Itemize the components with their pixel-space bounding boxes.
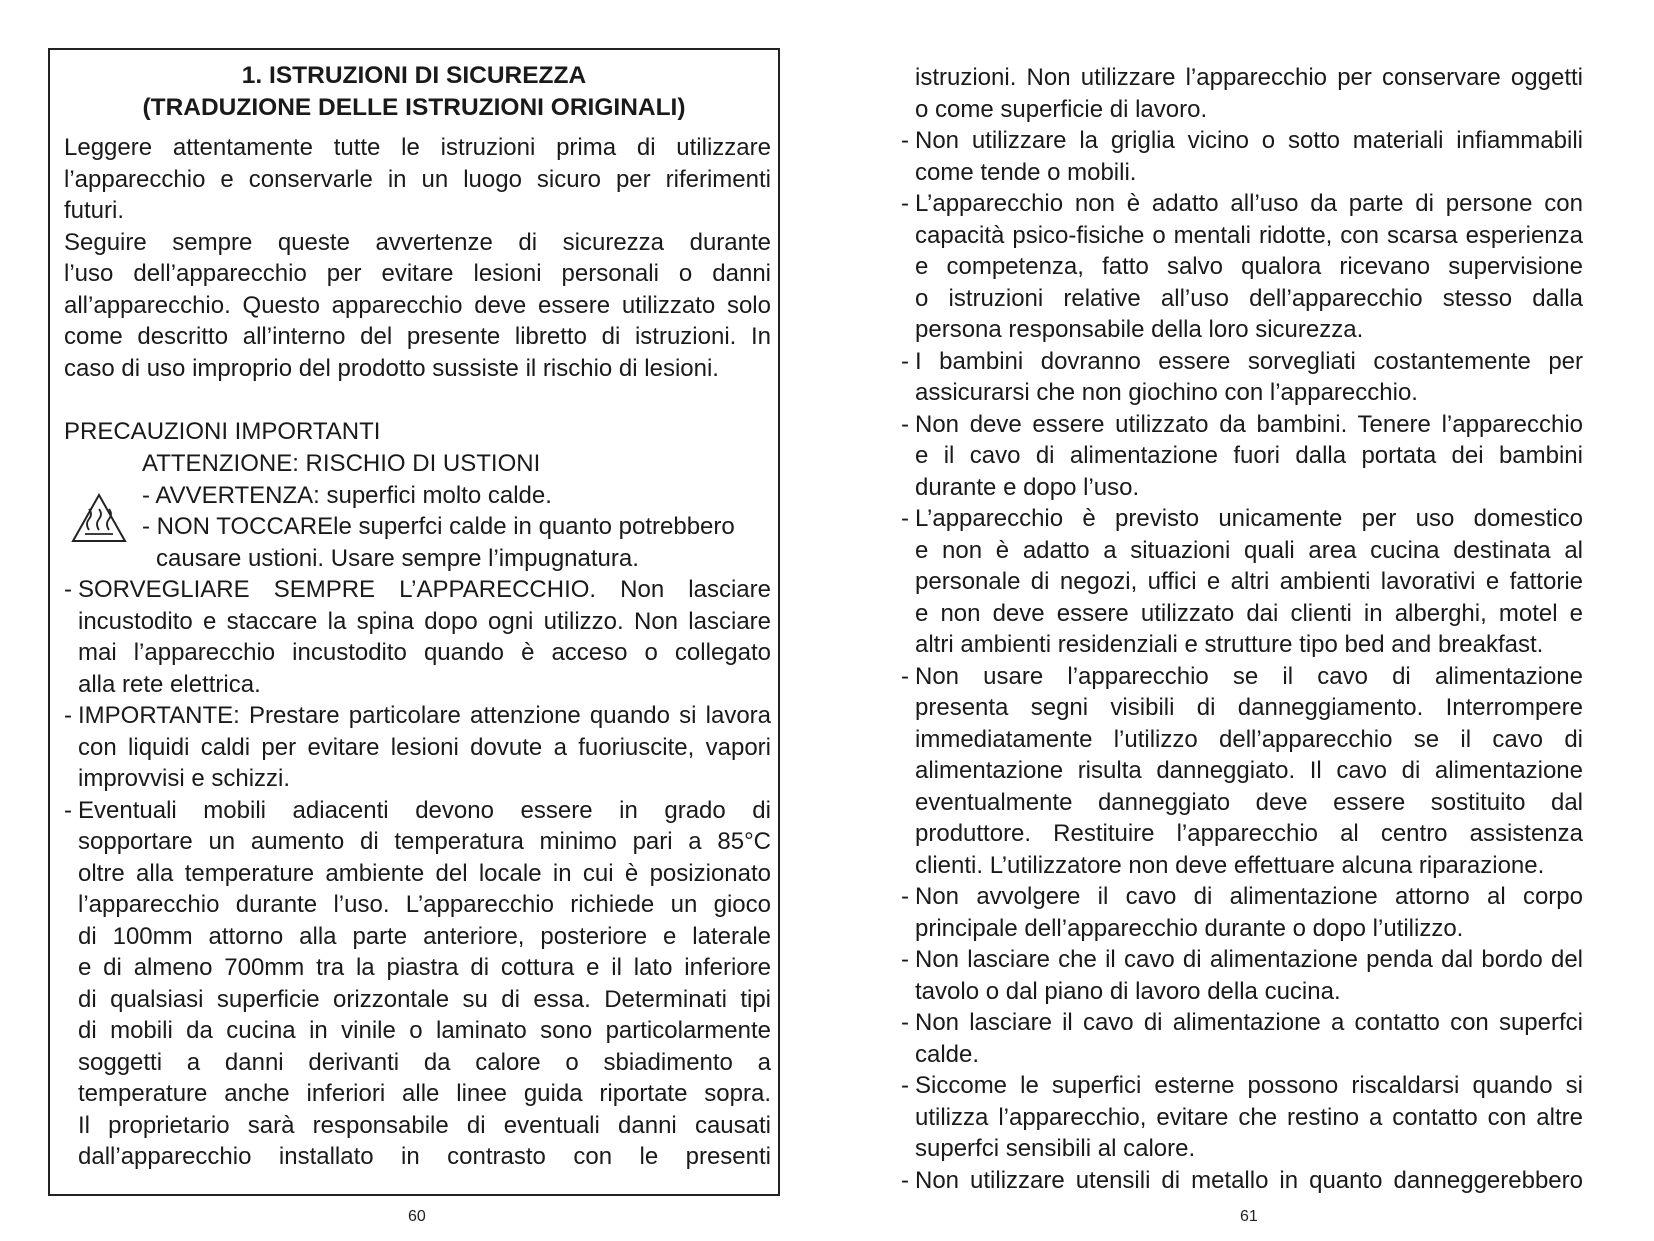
page-number-left: 60 [408,1208,426,1225]
intro-paragraph [64,132,771,447]
list-item-line: Non lasciare il cavo di alimentazione a contatto con superfci [915,1009,1583,1036]
list-item-line: calde. [915,1040,980,1068]
intro-line: come descritto all’interno del presente libretto di istruzioni. In [64,323,771,350]
list-item-line: oltre alla temperature ambiente del locale in cui è posizionato [78,859,771,887]
list-item: - L’apparecchio non è adatto all’uso da parte di persone con capacità psico-fisiche o mentali ridotte, con scarsa esperienza e competenza, fatto salvo qualora ricevano supervisione o istruzioni relative all’uso dell’apparecchio stesso dalla persona responsabile della loro sicurezza. [901,188,1583,346]
list-item-line: clienti. L’utilizzatore non deve effettuare alcuna riparazione. [915,851,1545,879]
left-bullet-list [64,574,771,1173]
safety-box [48,48,780,1196]
title-line-1: 1. ISTRUZIONI DI SICUREZZA [241,62,587,89]
list-item-line: con liquidi caldi per evitare lesioni dovute a fuoriuscite, vapori [78,733,771,761]
warning-line: - NON TOCCAREle superfci calde in quanto potrebbero [142,513,735,540]
list-item-line: superfci sensibili al calore. [915,1135,1196,1162]
list-item: - Non lasciare il cavo di alimentazione a contatto con superfci calde. [901,1007,1583,1070]
intro-line: l’uso dell’apparecchio per evitare lesioni personali o danni [64,260,771,287]
list-item: - Non utilizzare utensili di metallo in quanto danneggerebbero [901,1165,1583,1197]
list-item-line: presenta segni visibili di danneggiamento. Interrompere [915,694,1583,721]
continuation-paragraph [901,62,1583,125]
list-item-line: Non usare l’apparecchio se il cavo di alimentazione [915,662,1583,690]
list-item-line: durante e dopo l’uso. [915,473,1140,501]
list-item-line: Eventuali mobili adiacenti devono essere in grado di [78,796,771,824]
list-item: - Non deve essere utilizzato da bambini. Tenere l’apparecchio e il cavo di alimentazione fuori dalla portata dei bambini durante e dopo l’uso. [901,409,1583,504]
list-item-line: di mobili da cucina in vinile o laminato sono particolarmente [78,1017,771,1044]
list-item-line: immediatamente l’utilizzo dell’apparecchio se il cavo di [915,725,1583,753]
list-item: - SORVEGLIARE SEMPRE L’APPARECCHIO. Non lasciare incustodito e staccare la spina dopo ogni utilizzo. Non lasciare mai l’apparecchio incustodito quando è acceso o collegato alla rete elettrica. [64,574,771,700]
list-item: - Non lasciare che il cavo di alimentazione penda dal bordo del tavolo o dal piano di lavoro della cucina. [901,944,1583,1007]
list-item-line: temperature anche inferiori alle linee guida riportate sopra. [78,1080,771,1107]
list-item-line: principale dell’apparecchio durante o dopo l’utilizzo. [915,914,1464,942]
list-item: - IMPORTANTE: Prestare particolare attenzione quando si lavora con liquidi caldi per evitare lesioni dovute a fuoriuscite, vapori improvvisi e schizzi. [64,700,771,795]
list-item-line: di 100mm attorno alla parte anteriore, posteriore e laterale [78,922,771,950]
list-item-line: e non deve essere utilizzato dai clienti in alberghi, motel e [915,599,1583,627]
title-line-2: (TRADUZIONE DELLE ISTRUZIONI ORIGINALI) [142,94,686,121]
list-item-line: Non utilizzare utensili di metallo in quanto danneggerebbero [915,1166,1583,1194]
list-item-line: dall’apparecchio installato in contrasto con le presenti [78,1143,771,1170]
intro-line: all’apparecchio. Questo apparecchio deve essere utilizzato solo [64,291,771,319]
intro-line: l’apparecchio e conservarle in un luogo sicuro per riferimenti [64,165,771,193]
list-item-line: IMPORTANTE: Prestare particolare attenzione quando si lavora [78,702,771,729]
list-item-line: I bambini dovranno essere sorvegliati costantemente per [915,347,1583,375]
list-item-line: assicurarsi che non giochino con l’apparecchio. [915,379,1418,406]
burn-warning [64,448,771,574]
list-item-line: L’apparecchio non è adatto all’uso da parte di persone con [915,190,1583,217]
list-item: - Non avvolgere il cavo di alimentazione attorno al corpo principale dell’apparecchio durante o dopo l’utilizzo. [901,881,1583,944]
list-item-line: produttore. Restituire l’apparecchio al centro assistenza [915,820,1583,847]
list-item: - I bambini dovranno essere sorvegliati costantemente per assicurarsi che non giochino con l’apparecchio. [901,346,1583,409]
list-item-line: e non è adatto a situazioni quali area cucina destinata al [915,536,1583,564]
list-item-line: alla rete elettrica. [78,670,261,698]
intro-line: caso di uso improprio del prodotto sussiste il rischio di lesioni. [64,354,719,382]
list-item-line: utilizza l’apparecchio, evitare che restino a contatto con altre [915,1103,1583,1131]
intro-line: Seguire sempre queste avvertenze di sicurezza durante [64,228,771,256]
list-item-line: Il proprietario sarà responsabile di eventuali danni causati [78,1111,771,1139]
list-item-line: tavolo o dal piano di lavoro della cucina. [915,977,1341,1005]
list-item-line: come tende o mobili. [915,158,1137,186]
list-item: - Siccome le superfici esterne possono riscaldarsi quando si utilizza l’apparecchio, evitare che restino a contatto con altre superfci sensibili al calore. [901,1070,1583,1165]
list-item-line: Non avvolgere il cavo di alimentazione attorno al corpo [915,883,1583,910]
list-item: - Eventuali mobili adiacenti devono essere in grado di sopportare un aumento di temperatura minimo pari a 85°C oltre alla temperature ambiente del locale in cui è posizionato l’apparecchio durante l’uso. L’apparecchio richiede un gioco di 100mm attorno alla parte anteriore, posteriore e laterale e di almeno 700mm tra la piastra di cottura e il lato inferiore di qualsiasi superficie orizzontale su di essa. Determinati tipi di mobili da cucina in vinile o laminato sono particolarmente soggetti a danni derivanti da calore o sbiadimento a temperature anche inferiori alle linee guida riportate sopra. Il proprietario sarà responsabile di eventuali danni causati dall’apparecchio installato in contrasto con le presenti [64,795,771,1173]
list-item-line: Non deve essere utilizzato da bambini. Tenere l’apparecchio [915,410,1583,438]
list-item-line: soggetti a danni derivanti da calore o sbiadimento a [78,1048,771,1076]
list-item-line: SORVEGLIARE SEMPRE L’APPARECCHIO. Non lasciare [78,576,771,603]
list-item-line: sopportare un aumento di temperatura minimo pari a 85°C [78,828,771,855]
warning-line: - AVVERTENZA: superfici molto calde. [142,481,552,509]
list-item-line: eventualmente danneggiato deve essere sostituito dal [915,788,1583,816]
list-item-line: l’apparecchio durante l’uso. L’apparecchio richiede un gioco [78,891,771,918]
list-item-line: alimentazione risulta danneggiato. Il cavo di alimentazione [915,757,1583,784]
page-number-right: 61 [1240,1208,1258,1225]
hot-surface-warning-icon [70,492,128,544]
continuation-line: istruzioni. Non utilizzare l’apparecchio per conservare oggetti [915,64,1583,91]
warning-line: causare ustioni. Usare sempre l’impugnatura. [156,544,639,572]
list-item: - Non utilizzare la griglia vicino o sotto materiali infiammabili come tende o mobili. [901,125,1583,188]
warning-heading: ATTENZIONE: RISCHIO DI USTIONI [142,450,541,477]
list-item: - Non usare l’apparecchio se il cavo di alimentazione presenta segni visibili di danneggiamento. Interrompere immediatamente l’utilizzo dell’apparecchio se il cavo di alimentazione risulta danneggiato. Il cavo di alimentazione eventualmente danneggiato deve essere sostituito dal produttore. Restituire l’apparecchio al centro assistenza clienti. L’utilizzatore non deve effettuare alcuna riparazione. [901,661,1583,882]
right-page [827,0,1654,1241]
precautions-heading: PRECAUZIONI IMPORTANTI [64,417,381,445]
warning-text [142,448,735,574]
list-item-line: di qualsiasi superficie orizzontale su di essa. Determinati tipi [78,985,771,1013]
list-item-line: capacità psico-fisiche o mentali ridotte, con scarsa esperienza [915,221,1583,249]
list-item-line: L’apparecchio è previsto unicamente per uso domestico [915,505,1583,532]
list-item-line: Non utilizzare la griglia vicino o sotto materiali infiammabili [915,127,1583,154]
list-item-line: incustodito e staccare la spina dopo ogni utilizzo. Non lasciare [78,607,771,635]
list-item: - L’apparecchio è previsto unicamente per uso domestico e non è adatto a situazioni quali area cucina destinata al personale di negozi, uffici e altri ambienti lavorativi e fattorie e non deve essere utilizzato dai clienti in alberghi, motel e altri ambienti residenziali e strutture tipo bed and breakfast. [901,503,1583,661]
list-item-line: e il cavo di alimentazione fuori dalla portata dei bambini [915,442,1583,469]
right-text-column [901,62,1583,1196]
intro-line: Leggere attentamente tutte le istruzioni prima di utilizzare [64,134,771,161]
list-item-line: e competenza, fatto salvo qualora ricevano supervisione [915,253,1583,280]
list-item-line: Non lasciare che il cavo di alimentazione penda dal bordo del [915,946,1583,973]
list-item-line: persona responsabile della loro sicurezza. [915,316,1364,343]
intro-line: futuri. [64,197,125,224]
list-item-line: mai l’apparecchio incustodito quando è acceso o collegato [78,639,771,666]
list-item-line: personale di negozi, uffici e altri ambienti lavorativi e fattorie [915,568,1583,595]
list-item-line: altri ambienti residenziali e strutture tipo bed and breakfast. [915,631,1544,658]
list-item-line: e di almeno 700mm tra la piastra di cottura e il lato inferiore [78,954,771,981]
section-title [50,60,778,124]
continuation-line: o come superficie di lavoro. [915,95,1208,123]
list-item-line: Siccome le superfici esterne possono riscaldarsi quando si [915,1072,1583,1099]
list-item-line: improvvisi e schizzi. [78,765,291,792]
list-item-line: o istruzioni relative all’uso dell’apparecchio stesso dalla [915,284,1583,312]
